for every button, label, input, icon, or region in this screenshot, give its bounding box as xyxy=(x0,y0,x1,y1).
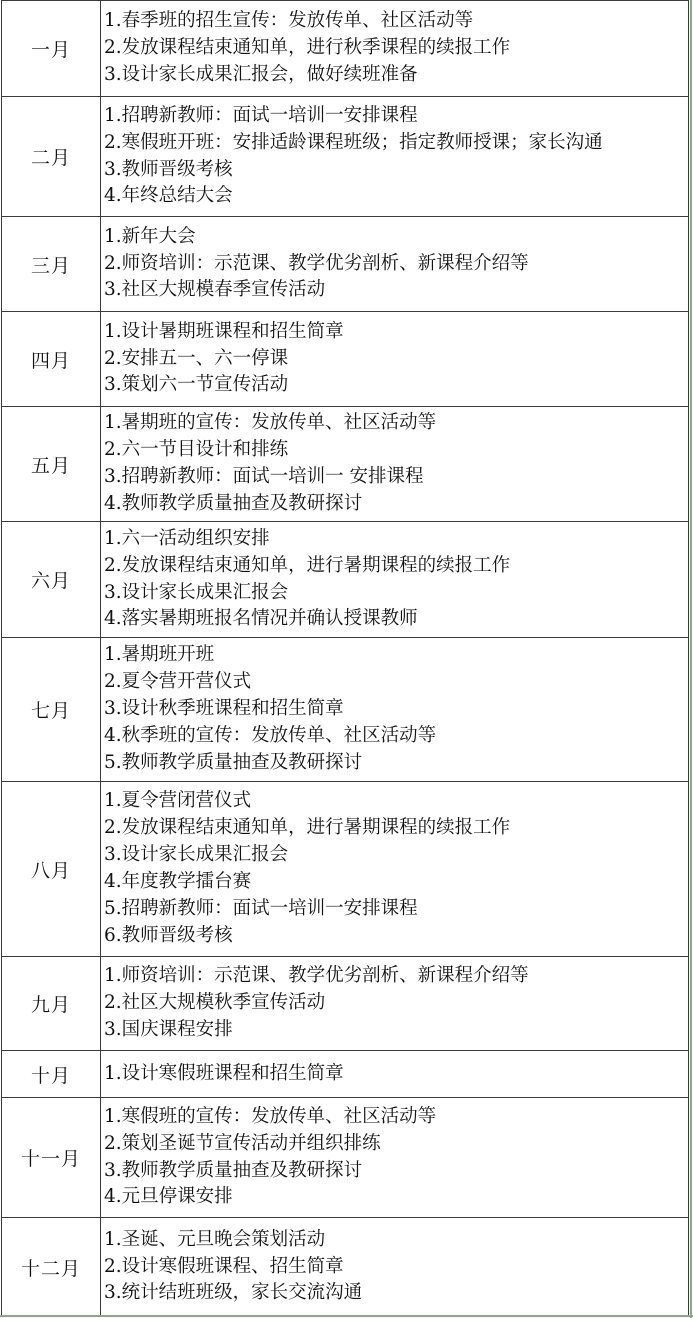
month-row xyxy=(2,522,689,638)
task-item: 2.安排五一、六一停课 xyxy=(104,347,289,369)
month-row xyxy=(2,312,689,407)
task-item: 3.设计秋季班课程和招生简章 xyxy=(104,698,344,720)
task-item: 2.发放课程结束通知单，进行暑期课程的续报工作 xyxy=(104,817,511,839)
tasks-cell xyxy=(101,97,689,217)
task-item: 3.国庆课程安排 xyxy=(104,1018,233,1040)
task-item: 3.设计家长成果汇报会，做好续班准备 xyxy=(104,63,418,85)
month-cell: 八月 xyxy=(2,782,101,957)
task-item: 1.寒假班的宣传：发放传单、社区活动等 xyxy=(104,1105,437,1127)
month-row xyxy=(2,97,689,217)
task-item: 2.夏令营开营仪式 xyxy=(104,671,252,693)
task-item: 4.元旦停课安排 xyxy=(104,1186,233,1208)
task-item: 1.师资培训：示范课、教学优劣剖析、新课程介绍等 xyxy=(104,965,529,987)
task-item: 3.教师教学质量抽查及教研探讨 xyxy=(104,1159,363,1181)
tasks-cell xyxy=(101,1051,689,1098)
tasks-cell xyxy=(101,217,689,312)
task-item: 1.夏令营闭营仪式 xyxy=(104,790,252,812)
month-row xyxy=(2,1,689,97)
month-row xyxy=(2,1098,689,1218)
month-cell: 四月 xyxy=(2,312,101,407)
tasks-cell xyxy=(101,782,689,957)
task-item: 1.暑期班的宣传：发放传单、社区活动等 xyxy=(104,412,437,434)
month-cell: 九月 xyxy=(2,957,101,1051)
sheet-right-edge xyxy=(690,0,692,1318)
month-row xyxy=(2,217,689,312)
month-cell: 六月 xyxy=(2,522,101,638)
month-cell: 七月 xyxy=(2,638,101,782)
task-item: 1.新年大会 xyxy=(104,225,196,247)
task-item: 2.发放课程结束通知单，进行暑期课程的续报工作 xyxy=(104,554,511,576)
task-item: 1.招聘新教师：面试一培训一安排课程 xyxy=(104,104,418,126)
month-cell: 五月 xyxy=(2,407,101,522)
month-cell: 一月 xyxy=(2,1,101,97)
task-item: 4.年终总结大会 xyxy=(104,185,233,207)
month-cell: 二月 xyxy=(2,97,101,217)
task-item: 1.圣诞、元旦晚会策划活动 xyxy=(104,1228,326,1250)
tasks-cell xyxy=(101,522,689,638)
tasks-cell xyxy=(101,407,689,522)
month-row xyxy=(2,782,689,957)
task-item: 2.发放课程结束通知单，进行秋季课程的续报工作 xyxy=(104,37,511,59)
month-row xyxy=(2,1051,689,1098)
tasks-cell xyxy=(101,1218,689,1317)
task-item: 4.落实暑期班报名情况并确认授课教师 xyxy=(104,608,418,630)
task-item: 3.策划六一节宣传活动 xyxy=(104,374,289,396)
task-item: 1.春季班的招生宣传：发放传单、社区活动等 xyxy=(104,10,474,32)
month-cell: 十二月 xyxy=(2,1218,101,1317)
month-row xyxy=(2,1218,689,1317)
task-item: 3.统计结班班级，家长交流沟通 xyxy=(104,1282,363,1304)
task-item: 5.招聘新教师：面试一培训一安排课程 xyxy=(104,897,418,919)
task-item: 3.设计家长成果汇报会 xyxy=(104,844,289,866)
task-item: 2.师资培训：示范课、教学优劣剖析、新课程介绍等 xyxy=(104,252,529,274)
task-item: 1.设计寒假班课程和招生简章 xyxy=(104,1062,344,1084)
tasks-cell xyxy=(101,1098,689,1218)
task-item: 3.招聘新教师：面试一培训一 安排课程 xyxy=(104,466,424,487)
task-item: 2.策划圣诞节宣传活动并组织排练 xyxy=(104,1132,381,1154)
task-item: 2.六一节目设计和排练 xyxy=(104,439,289,461)
task-item: 3.教师晋级考核 xyxy=(104,158,233,180)
task-item: 5.教师教学质量抽查及教研探讨 xyxy=(104,751,363,773)
task-item: 1.六一活动组织安排 xyxy=(104,527,270,549)
tasks-cell xyxy=(101,957,689,1051)
month-row xyxy=(2,407,689,522)
sheet-bottom-edge xyxy=(0,1315,693,1317)
month-row xyxy=(2,638,689,782)
task-item: 3.设计家长成果汇报会 xyxy=(104,581,289,603)
task-item: 2.寒假班开班：安排适龄课程班级；指定教师授课；家长沟通 xyxy=(104,131,603,153)
task-item: 1.设计暑期班课程和招生简章 xyxy=(104,320,344,342)
tasks-cell xyxy=(101,312,689,407)
annual-plan-table xyxy=(1,0,689,1317)
task-item: 4.秋季班的宣传：发放传单、社区活动等 xyxy=(104,724,437,746)
task-item: 3.社区大规模春季宣传活动 xyxy=(104,279,326,301)
task-item: 4.年度教学擂台赛 xyxy=(104,871,252,892)
task-item: 6.教师晋级考核 xyxy=(104,924,233,946)
month-row xyxy=(2,957,689,1051)
month-cell: 十一月 xyxy=(2,1098,101,1218)
plan-table-body xyxy=(2,1,689,1317)
month-cell: 十月 xyxy=(2,1051,101,1098)
task-item: 1.暑期班开班 xyxy=(104,644,215,666)
task-item: 2.社区大规模秋季宣传活动 xyxy=(104,992,326,1014)
tasks-cell xyxy=(101,638,689,782)
tasks-cell xyxy=(101,1,689,97)
task-item: 2.设计寒假班课程、招生简章 xyxy=(104,1255,344,1277)
month-cell: 三月 xyxy=(2,217,101,312)
task-item: 4.教师教学质量抽查及教研探讨 xyxy=(104,492,363,514)
